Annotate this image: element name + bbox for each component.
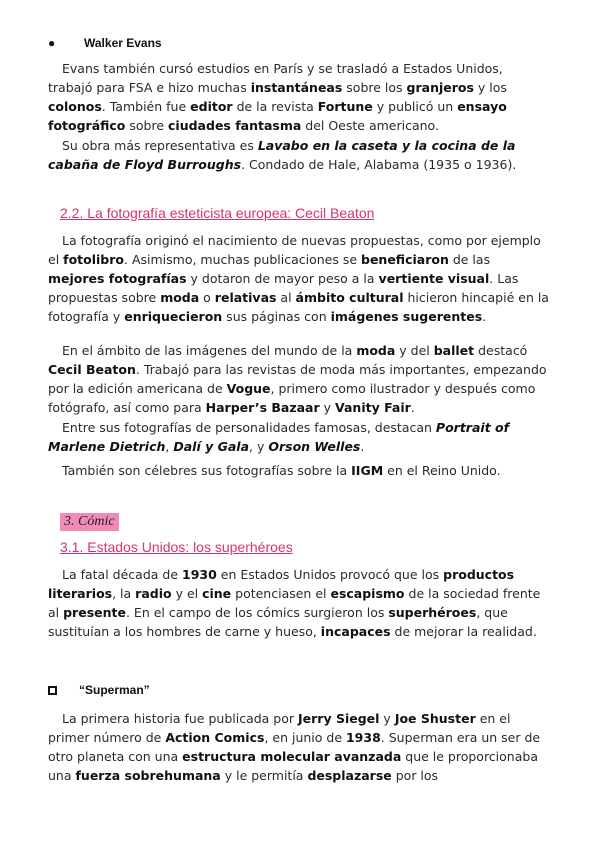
- text-run: La primera historia fue publicada por: [62, 711, 299, 726]
- walker-evans-heading-text: Walker Evans: [84, 36, 162, 50]
- text-run: potenciasen el: [231, 586, 331, 601]
- emphasis-run: [173, 439, 249, 454]
- paragraph-text: [48, 565, 550, 641]
- text-run: y dotaron de mayor peso a la: [186, 271, 379, 286]
- emphasis-run: [268, 439, 360, 454]
- text-run: . Asimismo, muchas publicaciones se: [124, 252, 361, 267]
- section-2-2-title: 2.2. La fotografía esteticista europea: Cecil Beaton: [60, 205, 375, 221]
- text-run: sobre los: [342, 80, 407, 95]
- emphasis-run: moda: [160, 290, 200, 305]
- text-run: . Trabajó para las revistas de moda más importantes, empezando por la edición americana de: [48, 362, 547, 396]
- emphasis-run: radio: [135, 586, 172, 601]
- emphasis-run: ensayo fotográfico: [48, 99, 507, 133]
- emphasis-run: ballet: [433, 343, 475, 358]
- section-2-2-paragraph-1: [48, 231, 550, 326]
- walker-evans-paragraph-2: [48, 136, 550, 174]
- section-2-2-paragraph-2: [48, 341, 550, 417]
- emphasis-run: imágenes sugerentes: [330, 309, 483, 324]
- emphasis-run: Vogue: [226, 381, 271, 396]
- emphasis-run: cine: [202, 586, 232, 601]
- text-run: ,: [165, 439, 174, 454]
- emphasis-run: Fortune: [317, 99, 373, 114]
- emphasis-run: desplazarse: [307, 768, 392, 783]
- text-run: En el ámbito de las imágenes del mundo de la: [62, 343, 357, 358]
- text-run: .: [360, 439, 365, 454]
- text-run: en Estados Unidos provocó que los: [216, 567, 444, 582]
- text-run: al: [276, 290, 296, 305]
- emphasis-run: Action Comics: [165, 730, 265, 745]
- emphasis-run: enriquecieron: [124, 309, 223, 324]
- emphasis-run: IIGM: [351, 463, 384, 478]
- text-run: que le proporcionaba una: [48, 749, 538, 783]
- bullet-icon: ●: [48, 36, 56, 50]
- text-run: y: [319, 400, 335, 415]
- emphasis-run: vertiente visual: [378, 271, 490, 286]
- text-run: de la sociedad frente al: [48, 586, 541, 620]
- paragraph-text: [48, 709, 550, 785]
- paragraph-text: [48, 418, 550, 456]
- emphasis-run-italic: Orson Welles: [268, 439, 361, 454]
- text-run: y los: [473, 80, 507, 95]
- text-run: , en junio de: [264, 730, 346, 745]
- text-run: del Oeste americano.: [301, 118, 439, 133]
- emphasis-run: 1938: [345, 730, 381, 745]
- section-3-heading: [48, 510, 550, 531]
- superman-paragraph-1: [48, 709, 550, 785]
- emphasis-run: mejores fotografías: [48, 271, 187, 286]
- emphasis-run: estructura molecular avanzada: [182, 749, 402, 764]
- emphasis-run: Joe Shuster: [394, 711, 476, 726]
- text-run: .: [482, 309, 487, 324]
- text-run: , y: [249, 439, 269, 454]
- text-run: , la: [112, 586, 136, 601]
- text-run: sobre: [125, 118, 169, 133]
- text-run: en el primer número de: [48, 711, 511, 745]
- text-run: de mejorar la realidad.: [390, 624, 537, 639]
- text-run: Evans también cursó estudios en París y se trasladó a Estados Unidos, trabajó para FSA e hizo muchas: [48, 61, 503, 95]
- text-run: . Condado de Hale, Alabama (1935 o 1936).: [241, 157, 517, 172]
- section-2-2-heading: [48, 203, 550, 222]
- text-run: Su obra más representativa es: [62, 138, 258, 153]
- emphasis-run: escapismo: [330, 586, 405, 601]
- text-run: o: [199, 290, 215, 305]
- text-run: La fotografía originó el nacimiento de nuevas propuestas, como por ejemplo el: [48, 233, 541, 267]
- section-3-1-paragraph-1: [48, 565, 550, 641]
- section-3-1-title: 3.1. Estados Unidos: los superhéroes: [60, 539, 293, 555]
- emphasis-run: presente: [63, 605, 126, 620]
- paragraph-text: [48, 59, 550, 135]
- text-run: y le permitía: [220, 768, 308, 783]
- text-run: y: [379, 711, 395, 726]
- paragraph-text: [48, 231, 550, 326]
- text-run: .: [410, 400, 415, 415]
- emphasis-run: Vanity Fair: [335, 400, 411, 415]
- text-run: de la revista: [232, 99, 318, 114]
- text-run: . En el campo de los cómics surgieron los: [125, 605, 389, 620]
- checkbox-square-icon: [48, 686, 57, 695]
- paragraph-text: [48, 136, 550, 174]
- emphasis-run-italic: Portrait of Marlene Dietrich: [48, 420, 510, 454]
- emphasis-run: colonos: [48, 99, 102, 114]
- emphasis-run-italic: Lavabo en la caseta y la cocina de la cabaña de Floyd Burroughs: [48, 138, 516, 172]
- text-run: por los: [391, 768, 439, 783]
- section-3-1-heading: [48, 537, 550, 556]
- text-run: También son célebres sus fotografías sobre la: [62, 463, 352, 478]
- text-run: destacó: [474, 343, 528, 358]
- section-2-2-paragraph-4: [48, 461, 550, 480]
- text-run: . Superman era un ser de otro planeta con una: [48, 730, 541, 764]
- section-3-title: 3. Cómic: [60, 513, 119, 531]
- emphasis-run: Cecil Beaton: [48, 362, 136, 377]
- text-run: y publicó un: [372, 99, 458, 114]
- emphasis-run: moda: [356, 343, 396, 358]
- superman-heading: [48, 683, 550, 697]
- paragraph-text: [48, 461, 550, 480]
- emphasis-run: Harper’s Bazaar: [205, 400, 320, 415]
- text-run: . También fue: [101, 99, 191, 114]
- emphasis-run: ámbito cultural: [295, 290, 404, 305]
- superman-heading-text: “Superman”: [79, 683, 150, 697]
- text-run: sus páginas con: [222, 309, 331, 324]
- emphasis-run-italic: Dalí y Gala: [173, 439, 250, 454]
- emphasis-run: relativas: [214, 290, 277, 305]
- emphasis-run: instantáneas: [250, 80, 343, 95]
- text-run: , primero como ilustrador y después como fotógrafo, así como para: [48, 381, 536, 415]
- section-2-2-paragraph-3: [48, 418, 550, 456]
- paragraph-text: [48, 341, 550, 417]
- text-run: Entre sus fotografías de personalidades famosas, destacan: [62, 420, 436, 435]
- text-run: La fatal década de: [62, 567, 182, 582]
- emphasis-run: incapaces: [320, 624, 391, 639]
- text-run: hicieron hincapié en la fotografía y: [48, 290, 549, 324]
- text-run: y del: [395, 343, 434, 358]
- emphasis-run: editor: [190, 99, 233, 114]
- emphasis-run: fotolibro: [63, 252, 124, 267]
- text-run: de las: [448, 252, 491, 267]
- walker-evans-heading: [48, 36, 550, 50]
- emphasis-run: granjeros: [406, 80, 474, 95]
- emphasis-run: productos literarios: [48, 567, 515, 601]
- emphasis-run: superhéroes: [388, 605, 477, 620]
- emphasis-run: 1930: [182, 567, 217, 582]
- walker-evans-paragraph-1: [48, 59, 550, 135]
- text-run: , que sustituían a los hombres de carne y hueso,: [48, 605, 508, 639]
- emphasis-run: ciudades fantasma: [168, 118, 302, 133]
- text-run: y el: [171, 586, 203, 601]
- text-run: en el Reino Unido.: [383, 463, 501, 478]
- emphasis-run: beneficiaron: [361, 252, 449, 267]
- emphasis-run: fuerza sobrehumana: [75, 768, 221, 783]
- emphasis-run: Jerry Siegel: [298, 711, 380, 726]
- text-run: . Las propuestas sobre: [48, 271, 519, 305]
